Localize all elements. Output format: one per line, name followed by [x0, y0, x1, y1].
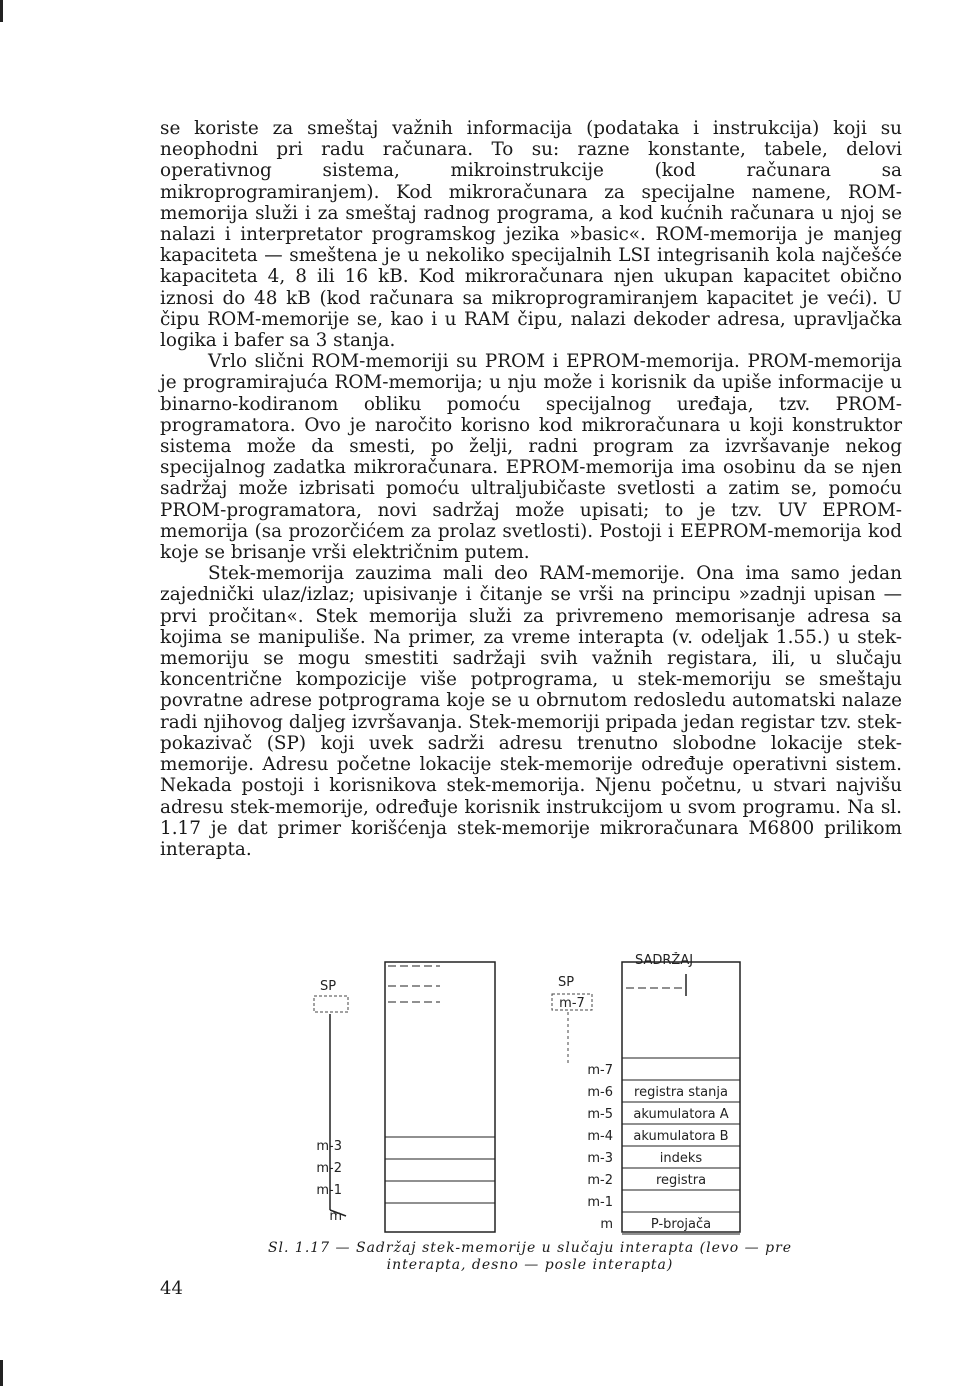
page-number: 44	[160, 1278, 183, 1299]
right-header: SADRŽAJ	[635, 953, 694, 968]
right-cell-content: registra	[655, 1173, 707, 1188]
body-text	[160, 118, 902, 860]
right-sp-value: m-7	[559, 996, 585, 1011]
right-addr: m-6	[587, 1085, 613, 1100]
stack-memory-figure	[300, 952, 780, 1252]
right-addr: m-4	[587, 1129, 613, 1144]
right-sp-label: SP	[558, 975, 575, 990]
left-row-lines	[385, 1137, 495, 1203]
figure-caption: Sl. 1.17 — Sadržaj stek-memorije u slučaju interapta (levo — pre interapta, desno — posle interapta)	[267, 1240, 793, 1273]
right-addr: m-5	[587, 1107, 613, 1122]
right-cell-content: registra stanja	[634, 1085, 728, 1100]
right-addr: m	[600, 1217, 613, 1232]
left-addr-m-2: m-2	[316, 1161, 342, 1176]
right-addr: m-3	[587, 1151, 613, 1166]
right-cell-content: indeks	[659, 1151, 703, 1166]
right-cell-content: akumulatora B	[633, 1129, 729, 1144]
left-addr-m-1: m-1	[316, 1183, 342, 1198]
paragraph-stack: Stek-memorija zauzima mali deo RAM-memorije. Ona ima samo jedan zajednički ulaz/izlaz; upisivanje i čitanje se vrši na principu »zadnji upisan — prvi pročitan«. Stek memorija služi za privremeno memorisanje adresa sa kojima se manipuliše. Na primer, za vreme interapta (v. odeljak 1.55.) u stek-memoriju se mogu smestiti sadržaji svih važnih registara, ili, u slučaju koncentrične kompozicije više potprograma, u stek-memoriju se smeštaju povratne adrese potprograma koje se u obrnutom redosledu automatski nalaze radi njihovog daljeg izvršavanja. Stek-memoriji pripada jedan registar tzv. stek-pokazivač (SP) koji uvek sadrži adresu trenutno slobodne lokacije stek-memorije. Adresu početne lokacije stek-memorije određuje operativni sistem. Nekada postoji i korisnikova stek-memorija. Njenu početnu, u stvari najvišu adresu stek-memorije, određuje korisnik instrukcijom u svom programu. Na sl. 1.17 je dat primer korišćenja stek-memorije mikroračunara M6800 prilikom interapta.	[160, 563, 902, 860]
left-addr-m: m	[329, 1209, 342, 1224]
paragraph-rom: se koriste za smeštaj važnih informacija (podataka i instrukcija) koji su neophodni pri radu računara. To su: razne konstante, tabele, delovi operativnog sistema, mikroinstrukcije (kod računara sa mikroprogramiranjem). Kod mikroračunara za specijalne namene, ROM-memorija služi i za smeštaj radnog programa, a kod kućnih računara u njoj se nalazi i interpretator programskog jezika »basic«. ROM-memorija je manjeg kapaciteta — smeštena je u nekoliko specijalnih LSI integrisanih kola najčešće kapaciteta 4, 8 ili 16 kB. Kod mikroračunara njen ukupan kapacitet obično iznosi do 48 kB (kod računara sa mikroprogramiranjem kapacitet je veći). U čipu ROM-memorije se, kao i u RAM čipu, nalazi dekoder adresa, upravljačka logika i bafer sa 3 stanja.	[160, 118, 902, 352]
right-cell-content: akumulatora A	[633, 1107, 729, 1122]
scan-edge-mark	[0, 0, 3, 22]
scan-edge-mark-bottom	[0, 1360, 3, 1386]
paragraph-prom: Vrlo slični ROM-memoriji su PROM i EPROM-memorija. PROM-memorija je programirajuća ROM-memorija; u nju može i korisnik da upiše informacije u binarno-kodiranom obliku pomoću specijalnog uređaja, tzv. PROM-programatora. Ovo je naročito korisno kod mikroračunara u koji konstruktor sistema može da smesti, po želji, radni program za izvršavanje nekog specijalnog zadatka mikroračunara. EPROM-memorija ima osobinu da se njen sadržaj može izbrisati pomoću ultraljubičaste svetlosti a zatim se, pomoću PROM-programatora, novi sadržaj može upisati; to je tzv. UV EPROM-memorija (sa prozorčićem za prolaz svetlosti). Postoji i EEPROM-memorija kod koje se brisanje vrši električnim putem.	[160, 351, 902, 564]
right-stack-rows	[587, 1063, 728, 1232]
right-addr: m-7	[587, 1063, 613, 1078]
left-addr-m-3: m-3	[316, 1139, 342, 1154]
stack-diagram	[300, 952, 780, 1252]
right-cell-content: P-brojača	[650, 1217, 712, 1232]
left-sp-box	[314, 996, 348, 1012]
left-sp-label: SP	[320, 979, 337, 994]
right-addr: m-2	[587, 1173, 613, 1188]
right-addr: m-1	[587, 1195, 613, 1210]
